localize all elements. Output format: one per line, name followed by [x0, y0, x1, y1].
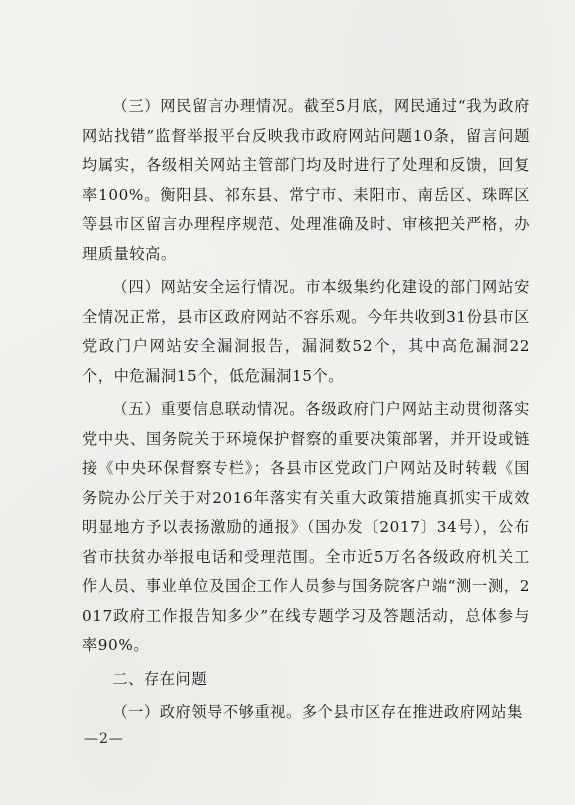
paragraph-message-handling: （三）网民留言办理情况。截至5月底，网民通过“我为政府网站找错”监督举报平台反映我市政府网站问题10条，留言问题均属实，各级相关网站主管部门均及时进行了处理和反馈，回复率100%。衡阳县、祁东县、常宁市、耒阳市、南岳区、珠晖区等县市区留言办理程序规范、处理准确及时、审核把关严格，办理质量较高。 — [82, 97, 530, 263]
paragraph-leadership-issue: （一）政府领导不够重视。多个县市区存在推进政府网站集 — [112, 703, 523, 721]
paragraph-info-linkage: （五）重要信息联动情况。各级政府门户网站主动贯彻落实党中央、国务院关于环境保护督察的重要决策部署，并开设或链接《中央环保督察专栏》；各县市区党政门户网站及时转载《国务院办公厅关于对2016年落实有关重大政策措施真抓实干成效明显地方予以表扬激励的通报》（国办发〔2017〕34号），公布省市扶贫办举报电话和受理范围。全市近5万名各级政府机关工作人员、事业单位及国企工作人员参与国务院客户端“测一测，2017政府工作报告知多少”在线专题学习及答题活动，总体参与率90%。 — [82, 400, 530, 654]
page-number: —2— — [84, 731, 124, 747]
section-heading-problems: 二、存在问题 — [112, 669, 208, 688]
paragraph-website-security: （四）网站安全运行情况。市本级集约化建设的部门网站安全情况正常，县市区政府网站不容乐观。今年共收到31份县市区党政门户网站安全漏洞报告，漏洞数52个，其中高危漏洞22个，中危漏洞15个，低危漏洞15个。 — [82, 278, 530, 385]
document-body — [82, 92, 530, 732]
